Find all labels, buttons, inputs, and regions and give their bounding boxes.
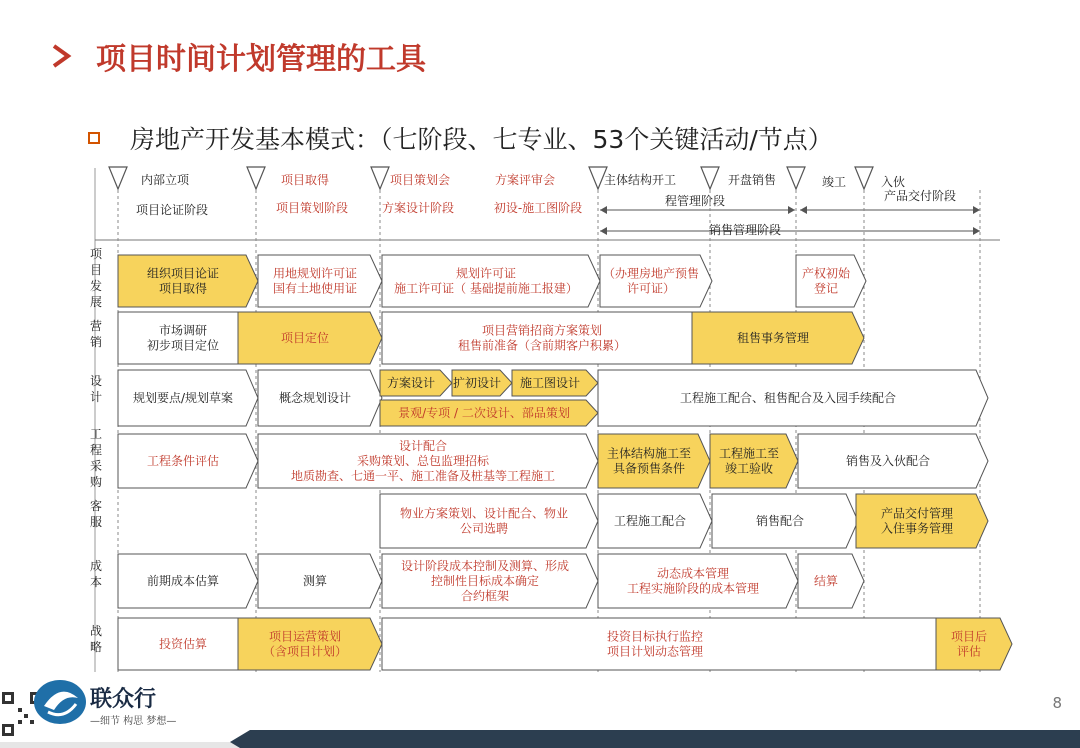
label-des2: 概念规划设计 bbox=[278, 391, 352, 406]
label-eng4: 工程施工至竣工验收 bbox=[718, 446, 780, 476]
logo-slogan: —细节 构思 梦想— bbox=[90, 716, 177, 727]
label-mkt4: 租售事务管理 bbox=[736, 331, 810, 346]
phase-label: 项目策划阶段 bbox=[275, 201, 349, 216]
label-cost1: 前期成本估算 bbox=[146, 574, 220, 589]
phase-label: 项目论证阶段 bbox=[135, 203, 209, 218]
milestone-triangle-icon bbox=[701, 167, 719, 189]
milestone-label: 方案评审会 bbox=[494, 173, 556, 188]
label-str1: 投资估算 bbox=[158, 637, 208, 652]
label-cost3: 设计阶段成本控制及测算、形成控制性目标成本确定合约框架 bbox=[400, 559, 570, 604]
milestone-label: 内部立项 bbox=[140, 173, 190, 188]
arrow-right-icon bbox=[973, 227, 980, 235]
label-eng3: 主体结构施工至具备预售条件 bbox=[606, 446, 692, 476]
label-mkt2: 项目定位 bbox=[280, 331, 330, 346]
milestone-triangle-icon bbox=[247, 167, 265, 189]
arrow-left-icon bbox=[800, 206, 807, 214]
arrow-left-icon bbox=[600, 206, 607, 214]
row-label: 营销 bbox=[89, 319, 103, 349]
label-cs1: 物业方案策划、设计配合、物业公司选聘 bbox=[399, 506, 569, 536]
logo-name: 联众行 bbox=[90, 687, 157, 712]
row-label: 项目发展 bbox=[89, 247, 103, 309]
label-str2: 项目运营策划（含项目计划） bbox=[262, 629, 348, 659]
label-des3c: 施工图设计 bbox=[519, 376, 581, 391]
label-des3a: 方案设计 bbox=[386, 376, 436, 391]
milestone-triangle-icon bbox=[787, 167, 805, 189]
row-label: 设计 bbox=[89, 374, 103, 404]
span-phase-label: 程管理阶段 bbox=[664, 194, 726, 209]
label-dev5: 产权初始登记 bbox=[801, 266, 851, 296]
arrow-right-icon bbox=[973, 206, 980, 214]
row-label: 客服 bbox=[89, 499, 103, 529]
row-label: 成本 bbox=[89, 559, 103, 589]
label-eng1: 工程条件评估 bbox=[146, 454, 220, 469]
span-phase-label: 销售管理阶段 bbox=[708, 223, 782, 238]
milestone-label: 主体结构开工 bbox=[603, 173, 677, 188]
label-str3: 投资目标执行监控项目计划动态管理 bbox=[606, 629, 704, 659]
label-des3b: 扩初设计 bbox=[452, 376, 502, 391]
label-cost5: 结算 bbox=[813, 574, 839, 589]
label-des1: 规划要点/规划草案 bbox=[132, 391, 234, 406]
milestone-label: 竣工 bbox=[821, 175, 847, 190]
milestone-triangle-icon bbox=[855, 167, 873, 189]
label-dev4: （办理房地产预售许可证） bbox=[602, 266, 700, 296]
phase-label: 方案设计阶段 bbox=[381, 201, 455, 216]
label-eng2: 设计配合采购策划、总包监理招标地质勘查、七通一平、施工准备及桩基等工程施工 bbox=[290, 439, 556, 484]
milestone-triangle-icon bbox=[371, 167, 389, 189]
label-cs2: 工程施工配合 bbox=[613, 514, 687, 529]
label-dev3: 规划许可证施工许可证（ 基础提前施工报建） bbox=[394, 266, 578, 296]
label-dev2: 用地规划许可证国有土地使用证 bbox=[272, 266, 358, 296]
label-cs3: 销售配合 bbox=[755, 514, 805, 529]
subtitle: 房地产开发基本模式：（七阶段、七专业、53个关键活动/节点） bbox=[130, 125, 833, 154]
label-cs4: 产品交付管理入住事务管理 bbox=[880, 506, 954, 536]
phase-label: 产品交付阶段 bbox=[883, 189, 957, 204]
row-label: 战略 bbox=[89, 624, 103, 654]
label-des4: 工程施工配合、租售配合及入园手续配合 bbox=[679, 391, 897, 406]
page-number: 8 bbox=[1052, 694, 1062, 712]
label-des3d: 景观/专项 / 二次设计、部品策划 bbox=[398, 406, 570, 421]
row-label: 工程采购 bbox=[89, 427, 103, 489]
label-mkt1: 市场调研初步项目定位 bbox=[146, 323, 220, 353]
label-eng5: 销售及入伙配合 bbox=[845, 454, 931, 469]
page-title: 项目时间计划管理的工具 bbox=[96, 42, 426, 77]
arrow-left-icon bbox=[600, 227, 607, 235]
label-cost4: 动态成本管理工程实施阶段的成本管理 bbox=[626, 566, 760, 596]
footer-band bbox=[0, 730, 1080, 748]
milestone-triangle-icon bbox=[109, 167, 127, 189]
arrow-right-icon bbox=[788, 206, 795, 214]
milestone-label: 项目取得 bbox=[280, 173, 330, 188]
milestone-label: 入伙 bbox=[880, 175, 906, 190]
milestone-label: 开盘销售 bbox=[727, 173, 777, 188]
label-str4: 项目后评估 bbox=[950, 629, 988, 659]
label-cost2: 测算 bbox=[302, 574, 328, 589]
milestone-label: 项目策划会 bbox=[389, 173, 451, 188]
label-mkt3: 项目营销招商方案策划租售前准备（含前期客户积累） bbox=[457, 323, 627, 353]
phase-label: 初设-施工图阶段 bbox=[493, 201, 583, 216]
label-dev1: 组织项目论证项目取得 bbox=[146, 266, 220, 296]
